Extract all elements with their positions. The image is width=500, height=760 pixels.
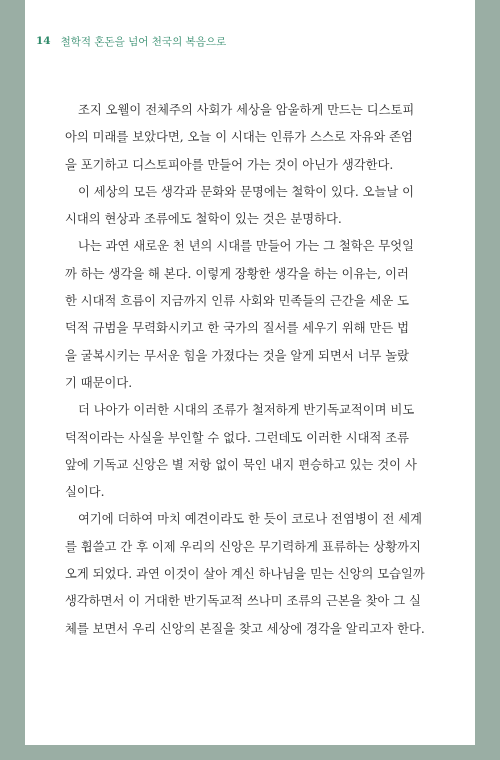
book-page: [25, 0, 475, 745]
paragraph: [65, 179, 455, 234]
text-line: 한 시대적 흐름이 지금까지 인류 사회와 민족들의 근간을 세운 도: [65, 294, 410, 309]
text-line: 기 때문이다.: [65, 375, 133, 390]
paragraph: [65, 233, 455, 397]
page-number: 14: [36, 35, 51, 47]
paragraph: [65, 506, 455, 642]
text-line: 앞에 기독교 신앙은 별 저항 없이 묵인 내지 편승하고 있는 것이 사: [65, 457, 417, 472]
text-line: 을 굴복시키는 무서운 힘을 가졌다는 것을 알게 되면서 너무 놀랐: [65, 348, 410, 363]
text-line: 시대의 현상과 조류에도 철학이 있는 것은 분명하다.: [65, 212, 342, 227]
text-line: 체를 보면서 우리 신앙의 본질을 찾고 세상에 경각을 알리고자 한다.: [65, 621, 425, 636]
text-line: 까 하는 생각을 해 본다. 이렇게 장황한 생각을 하는 이유는, 이러: [65, 266, 409, 281]
text-line: 여기에 더하여 마치 예견이라도 한 듯이 코로나 전염병이 전 세계: [78, 512, 423, 527]
body-text: [65, 97, 455, 643]
text-line: 덕적이라는 사실을 부인할 수 없다. 그런데도 이러한 시대적 조류: [65, 430, 410, 445]
paragraph: [65, 97, 455, 179]
text-line: 실이다.: [65, 485, 105, 500]
text-line: 를 휩쓸고 간 후 이제 우리의 신앙은 무기력하게 표류하는 상황까지: [65, 539, 421, 554]
text-line: 이 세상의 모든 생각과 문화와 문명에는 철학이 있다. 오늘날 이: [78, 184, 415, 199]
running-header: [36, 33, 226, 49]
paragraph: [65, 397, 455, 506]
running-title: 철학적 혼돈을 넘어 천국의 복음으로: [60, 35, 227, 48]
text-line: 생각하면서 이 거대한 반기독교적 쓰나미 조류의 근본을 찾아 그 실: [65, 594, 421, 609]
text-line: 나는 과연 새로운 천 년의 시대를 만들어 가는 그 철학은 무엇일: [78, 239, 415, 254]
text-line: 아의 미래를 보았다면, 오늘 이 시대는 인류가 스스로 자유와 존엄: [65, 130, 413, 145]
text-line: 덕적 규범을 무력화시키고 한 국가의 질서를 세우기 위해 만든 법: [65, 321, 410, 336]
text-line: 더 나아가 이러한 시대의 조류가 철저하게 반기독교적이며 비도: [78, 403, 415, 418]
text-line: 을 포기하고 디스토피아를 만들어 가는 것이 아닌가 생각한다.: [65, 157, 394, 172]
text-line: 조지 오웰이 전체주의 사회가 세상을 암울하게 만드는 디스토피: [78, 103, 415, 117]
text-line: 오게 되었다. 과연 이것이 살아 계신 하나님을 믿는 신앙의 모습일까: [65, 567, 425, 582]
